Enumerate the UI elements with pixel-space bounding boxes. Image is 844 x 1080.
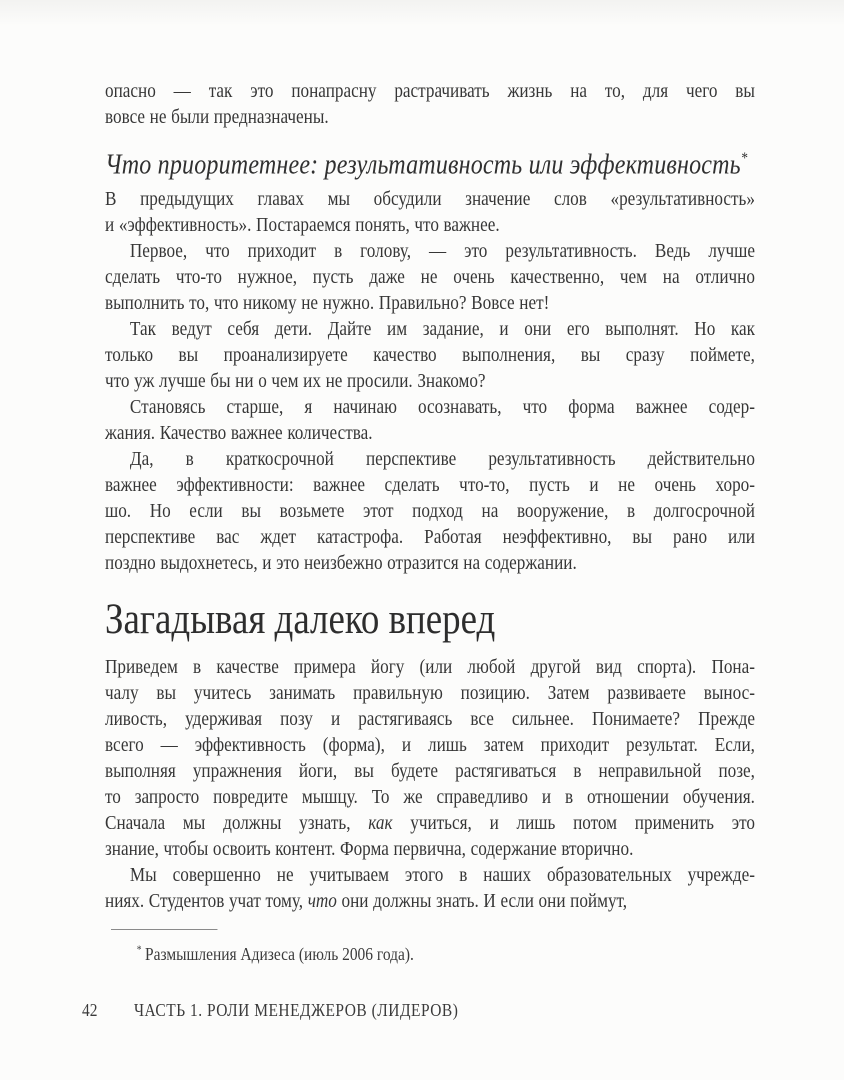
text-run: вовсе не были предназначены. <box>105 106 329 128</box>
text-line <box>105 836 755 862</box>
page-number: 42 <box>82 1000 98 1020</box>
paragraph <box>105 316 755 394</box>
text-run: ниях. Студентов учат тому, <box>105 890 308 913</box>
text-line <box>105 550 755 576</box>
text-run: важнее эффективности: важнее сделать что-то, пусть и не очень хоро- <box>105 474 755 497</box>
text-line <box>105 784 755 810</box>
paragraph <box>105 394 755 446</box>
paragraph <box>105 862 755 914</box>
text-column <box>105 78 755 914</box>
footnote-block <box>105 929 755 966</box>
text-run: жания. Качество важнее количества. <box>105 422 373 445</box>
text-line <box>105 706 755 732</box>
text-run: поздно выдохнетесь, и это неизбежно отразится на содержании. <box>105 552 577 575</box>
text-line <box>105 78 755 104</box>
text-run: то запросто повредите мышцу. То же справедливо и в отношении обучения. <box>105 786 755 809</box>
text-run: перспективе вас ждет катастрофа. Работая неэффективно, вы рано или <box>105 526 755 549</box>
page-footer <box>82 998 717 1022</box>
text-run: шо. Но если вы возьмете этот подход на вооружение, в долгосрочной <box>105 500 755 523</box>
text-run: они должны знать. И если они поймут, <box>336 890 628 913</box>
text-run: всего — эффективность (форма), и лишь затем приходит результат. Если, <box>105 734 755 757</box>
text-line <box>105 524 755 550</box>
text-line <box>105 654 755 680</box>
paragraph <box>105 186 755 238</box>
footnote-reference-marker: * <box>740 150 748 167</box>
text-line <box>105 758 755 784</box>
text-run: ливость, удерживая позу и растягиваясь все сильнее. Понимаете? Прежде <box>105 708 755 731</box>
chapter-heading: Загадывая далеко вперед <box>105 596 496 644</box>
italic-word: как <box>368 812 393 835</box>
text-run: чалу вы учитесь занимать правильную позицию. Затем развиваете вынос- <box>105 682 755 705</box>
text-line <box>105 420 755 446</box>
text-line <box>105 290 755 316</box>
text-line <box>105 732 755 758</box>
text-run: Приведем в качестве примера йогу (или любой другой вид спорта). Пона- <box>105 656 755 679</box>
footnote-text <box>105 938 755 966</box>
running-head: ЧАСТЬ 1. РОЛИ МЕНЕДЖЕРОВ (ЛИДЕРОВ) <box>133 1000 459 1020</box>
footnote-marker: * <box>136 944 142 956</box>
text-run: Да, в краткосрочной перспективе результативность действительно <box>129 448 755 471</box>
text-run: Становясь старше, я начинаю осознавать, что форма важнее содер- <box>129 396 755 419</box>
text-run: знание, чтобы освоить контент. Форма первична, содержание вторично. <box>105 838 634 861</box>
text-line <box>105 680 755 706</box>
text-run: Сначала мы должны узнать, <box>105 812 369 835</box>
text-run: что уж лучше бы ни о чем их не просили. Знакомо? <box>105 370 486 393</box>
text-line <box>105 810 755 836</box>
text-line <box>105 342 755 368</box>
paragraph <box>105 446 755 576</box>
text-line <box>105 212 755 238</box>
footnote-rule <box>111 929 217 930</box>
text-run: Мы совершенно не учитываем этого в наших образовательных учрежде- <box>129 864 755 887</box>
text-line <box>105 238 755 264</box>
italic-word: что <box>307 890 337 913</box>
text-run: выполнить то, что никому не нужно. Правильно? Вовсе нет! <box>105 292 550 315</box>
text-run: опасно — так это понапрасну растрачивать жизнь на то, для чего вы <box>105 80 755 102</box>
text-run: и «эффективность». Постараемся понять, что важнее. <box>105 214 500 237</box>
subheading-text: Что приоритетнее: результативность или эффективность <box>105 149 741 181</box>
text-run: выполняя упражнения йоги, вы будете растягиваться в неправильной позе, <box>105 760 755 783</box>
text-line <box>105 888 755 914</box>
section-subheading <box>105 142 755 182</box>
text-run: только вы проанализируете качество выполнения, вы сразу поймете, <box>105 344 755 367</box>
text-line <box>105 394 755 420</box>
footnote-body: Размышления Адизеса (июль 2006 года). <box>144 944 414 964</box>
text-run: Так ведут себя дети. Дайте им задание, и они его выполнят. Но как <box>129 318 755 341</box>
text-line <box>105 498 755 524</box>
text-line <box>105 862 755 888</box>
text-line <box>105 316 755 342</box>
text-run: учиться, и лишь потом применить это <box>392 812 755 835</box>
paragraph <box>105 654 755 862</box>
paragraph <box>105 238 755 316</box>
text-line <box>105 264 755 290</box>
text-line <box>105 186 755 212</box>
text-line <box>105 472 755 498</box>
text-run: сделать что-то нужное, пусть даже не очень качественно, чем на отлично <box>105 266 755 289</box>
text-line <box>105 104 755 130</box>
text-run: В предыдущих главах мы обсудили значение слов «результативность» <box>105 188 755 211</box>
paragraph <box>105 78 755 130</box>
text-line <box>105 368 755 394</box>
text-line <box>105 446 755 472</box>
text-run: Первое, что приходит в голову, — это результативность. Ведь лучше <box>129 240 755 263</box>
scan-shading <box>0 0 844 26</box>
